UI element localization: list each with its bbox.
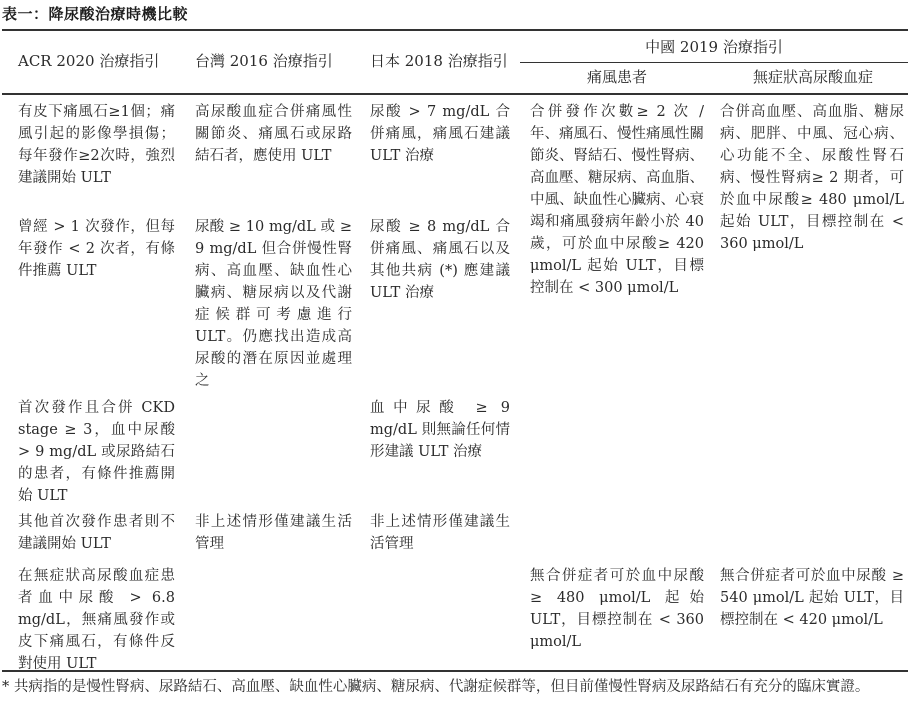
cell-china-gout-lower: 無合併症者可於血中尿酸 ≥ 480 μmol/L 起始 ULT，目標控制在 < 360 μmol/L [530, 568, 704, 650]
top-rule [2, 29, 908, 31]
cell-japan-row4: 非上述情形僅建議生活管理 [370, 514, 510, 552]
header-china-gout: 痛風患者 [586, 68, 647, 86]
header-bottom-rule [2, 93, 908, 95]
cell-acr-row5: 在無症狀高尿酸血症患者血中尿酸 > 6.8 mg/dL，無痛風發作或皮下痛風石，有條件反對使用 ULT [18, 568, 175, 672]
cell-acr-row3: 首次發作且合併 CKD stage ≥ 3，血中尿酸 > 9 mg/dL 或尿路結石的患者，有條件推薦開始 ULT [18, 400, 175, 504]
cell-acr-row1: 有皮下痛風石≥1個；痛風引起的影像學損傷；每年發作≥2次時，強烈建議開始 ULT [18, 104, 175, 186]
cell-taiwan-row2: 尿酸 ≥ 10 mg/dL 或 ≥ 9 mg/dL 但合併慢性腎病、高血壓、缺血性心臟病、糖尿病以及代謝症候群可考慮進行 ULT。仍應找出造成高尿酸的潛在原因並處理之 [195, 219, 352, 389]
cell-acr-row4: 其他首次發作患者則不建議開始 ULT [18, 514, 175, 552]
header-china: 中國 2019 治療指引 [645, 38, 783, 56]
header-china-asymptomatic: 無症狀高尿酸血症 [752, 68, 873, 86]
china-subheader-rule [520, 62, 908, 63]
cell-china-asymptomatic-upper: 合併高血壓、高血脂、糖尿病、肥胖、中風、冠心病、心功能不全、尿酸性腎石病、慢性腎病≥ 2 期者，可於血中尿酸≥ 480 μmol/L 起始 ULT，目標控制在 < 360 μmol/L [720, 104, 904, 252]
header-japan: 日本 2018 治療指引 [370, 52, 508, 70]
table-caption: 表一：降尿酸治療時機比較 [2, 5, 189, 23]
header-acr: ACR 2020 治療指引 [18, 52, 160, 70]
cell-taiwan-row4: 非上述情形僅建議生活管理 [195, 514, 352, 552]
cell-japan-row3: 血中尿酸 ≥ 9 mg/dL 則無論任何情形建議 ULT 治療 [370, 400, 510, 460]
cell-china-gout-upper: 合併發作次數≥ 2 次 / 年、痛風石、慢性痛風性關節炎、腎結石、慢性腎病、高血壓、糖尿病、高血脂、中風、缺血性心臟病、心衰竭和痛風發病年齡小於 40 歲，可於血中尿酸≥ 420 μmol/L 起始 ULT，目標控制在 < 300 μmol/L [530, 104, 704, 296]
cell-japan-row2: 尿酸 ≥ 8 mg/dL 合併痛風、痛風石以及其他共病 (*) 應建議 ULT 治療 [370, 219, 510, 301]
cell-taiwan-row1: 高尿酸血症合併痛風性關節炎、痛風石或尿路結石者，應使用 ULT [195, 104, 352, 164]
table-footnote: * 共病指的是慢性腎病、尿路結石、高血壓、缺血性心臟病、糖尿病、代謝症候群等，但目前僅慢性腎病及尿路結石有充分的臨床實證。 [2, 679, 870, 695]
cell-china-asymptomatic-lower: 無合併症者可於血中尿酸 ≥ 540 μmol/L 起始 ULT，目標控制在 < 420 μmol/L [720, 568, 904, 628]
header-taiwan: 台灣 2016 治療指引 [195, 52, 333, 70]
cell-japan-row1: 尿酸 > 7 mg/dL 合併痛風，痛風石建議 ULT 治療 [370, 104, 510, 164]
cell-acr-row2: 曾經 > 1 次發作，但每年發作 < 2 次者，有條件推薦 ULT [18, 219, 175, 279]
